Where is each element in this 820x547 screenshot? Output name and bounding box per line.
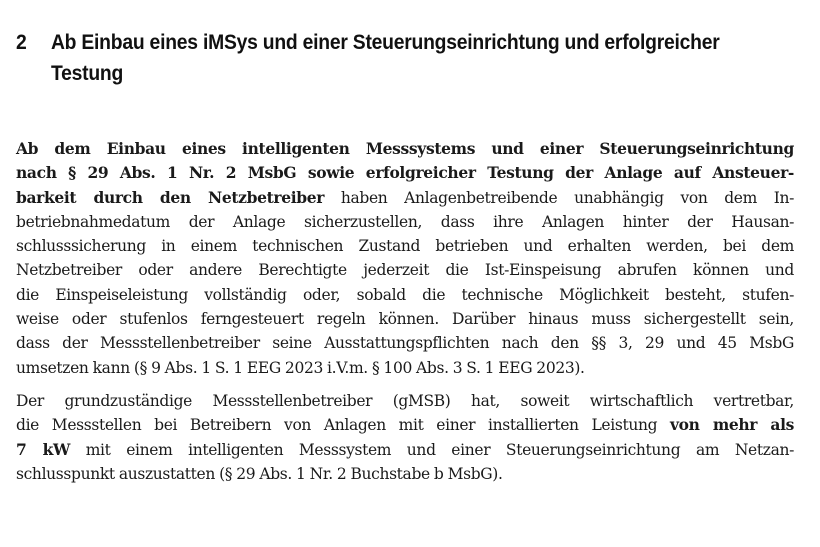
paragraph-line: [16, 186, 794, 210]
paragraph-line: weise oder stufenlos ferngesteuert regeln können. Darüber hinaus muss sichergestellt sein,: [16, 310, 794, 329]
paragraph-line: umsetzen kann (§ 9 Abs. 1 S. 1 EEG 2023 i.V.m. § 100 Abs. 3 S. 1 EEG 2023).: [16, 358, 585, 377]
paragraph-gmsb: [16, 389, 794, 486]
section-heading: [16, 27, 793, 89]
plain-text: mit einem intelligenten Messsystem und einer Steuerungseinrichtung am Netzan-: [70, 440, 794, 459]
plain-text: haben Anlagenbetreibende unabhängig von dem In-: [324, 188, 794, 207]
paragraph-line: [16, 137, 794, 161]
bold-text: Ab dem Einbau eines intelligenten Messsystems und einer Steuerungseinrichtung: [16, 139, 794, 158]
paragraph-line: [16, 413, 794, 437]
paragraph-line: betriebnahmedatum der Anlage sicherzustellen, dass ihre Anlagen hinter der Hausan-: [16, 212, 794, 231]
bold-text: barkeit durch den Netzbetreiber: [16, 187, 325, 207]
section-title: Ab Einbau eines iMSys und einer Steuerungseinrichtung und erfolgreicher Testung: [50, 31, 720, 85]
paragraph-line: Der grundzuständige Messstellenbetreiber (gMSB) hat, soweit wirtschaftlich vertretbar,: [16, 391, 794, 410]
bold-text: nach § 29 Abs. 1 Nr. 2 MsbG sowie erfolgreicher Testung der Anlage auf Ansteuer-: [16, 163, 794, 183]
paragraph-line: Netzbetreiber oder andere Berechtigte jederzeit die Ist-Einspeisung abrufen können und: [16, 261, 794, 280]
paragraph-line: die Einspeiseleistung vollständig oder, sobald die technische Möglichkeit besteht, stufen-: [16, 285, 794, 304]
paragraph-obligations: [16, 137, 794, 380]
bold-text: 7 kW: [16, 439, 71, 459]
document-page: [16, 0, 794, 486]
paragraph-line: [16, 438, 794, 462]
bold-text: von mehr als: [669, 415, 794, 435]
paragraph-line: [16, 161, 794, 185]
section-number: 2: [16, 31, 27, 54]
plain-text: die Messstellen bei Betreibern von Anlagen mit einer installierten Leistung: [16, 416, 670, 435]
paragraph-line: schlusssicherung in einem technischen Zustand betrieben und erhalten werden, bei dem: [16, 237, 794, 256]
paragraph-line: schlusspunkt auszustatten (§ 29 Abs. 1 Nr. 2 Buchstabe b MsbG).: [16, 464, 503, 483]
paragraph-line: dass der Messstellenbetreiber seine Ausstattungspflichten nach den §§ 3, 29 und 45 MsbG: [16, 334, 794, 353]
